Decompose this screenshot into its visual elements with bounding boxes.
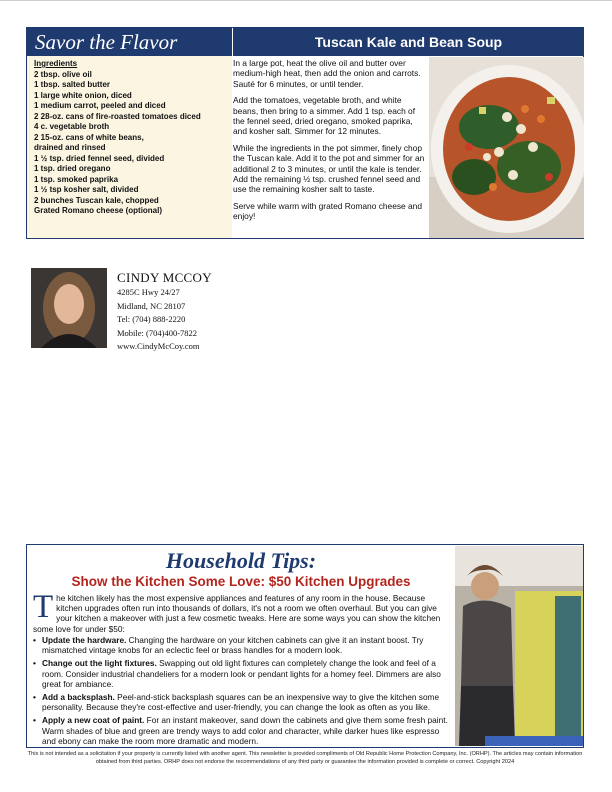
tip-text: Changing the hardware on your kitchen cabinets can give it an instant boost. Try mismatched vintage knobs for an eclectic feel or brass handles for a modern look.	[42, 635, 424, 656]
tips-intro	[33, 589, 451, 634]
tip-item	[33, 692, 451, 712]
tip-item	[33, 658, 451, 689]
ingredient-item: 2 28-oz. cans of fire-roasted tomatoes diced	[34, 111, 201, 121]
agent-address-2: Midland, NC 28107	[117, 300, 186, 311]
section-title: Savor the Flavor	[27, 28, 232, 56]
ingredient-item: 1 tsp. smoked paprika	[34, 174, 119, 184]
tips-subtitle: Show the Kitchen Some Love: $50 Kitchen Upgrades	[71, 574, 411, 589]
soup-bowl-illustration	[429, 57, 584, 238]
tip-lead: Change out the light fixtures.	[42, 658, 157, 669]
ingredient-item: 4 c. vegetable broth	[34, 122, 110, 131]
ingredient-item: 2 tbsp. olive oil	[34, 69, 92, 79]
ingredient-item: 1 medium carrot, peeled and diced	[34, 101, 166, 110]
ingredients-heading: Ingredients	[34, 59, 78, 68]
tip-item	[33, 635, 451, 655]
agent-address-1: 4285C Hwy 24/27	[117, 287, 180, 297]
disclaimer: This is not intended as a solicitation if your property is currently listed with another agent. This newsletter is provided compliments of Old Republic Home Protection Company, Inc. (ORHP). The articles may contain information obtained from third parties. ORHP does not endorse the recommendations of any third party or guarantee the information provided is complete or correct. Copyright 2024	[27, 751, 583, 765]
ingredient-item: 1 ½ tsp. dried fennel seed, divided	[34, 153, 165, 163]
agent-photo	[31, 268, 107, 348]
ingredient-item: 1 large white onion, diced	[34, 90, 132, 100]
tip-lead: Add a backsplash.	[42, 692, 115, 703]
ingredient-item: drained and rinsed	[34, 143, 106, 152]
tip-text: Swapping out old light fixtures can completely change the look and feel of a room. Consider industrial chandeliers for a modern look or pendant lights for a homey feel. Dimmers are also great for ambiance.	[42, 658, 441, 689]
ingredient-item: 2 15-oz. cans of white beans,	[34, 132, 144, 142]
tip-lead: Update the hardware.	[42, 635, 127, 645]
direction-step: Serve while warm with grated Romano cheese and enjoy!	[233, 200, 422, 222]
ingredients-panel	[27, 56, 232, 238]
recipe-title: Tuscan Kale and Bean Soup	[233, 28, 584, 56]
tip-text: Peel-and-stick backsplash squares can be an inexpensive way to give the kitchen some personality. Because they're cost-effective and user-friendly, you can change the look as often as you like.	[42, 692, 440, 713]
painting-cabinet-illustration	[455, 546, 583, 746]
ingredient-item: 1 tsp. dried oregano	[34, 164, 111, 173]
agent-mobile: Mobile: (704)400-7822	[117, 327, 198, 338]
direction-step: In a large pot, heat the olive oil and butter over medium-high heat, then add the onion and carrots. Sauté for 6 minutes, or until tender.	[233, 58, 421, 89]
direction-step: Add the tomatoes, vegetable broth, and white beans, then bring to a simmer. Add 1 tsp. each of the fennel seed, dried oregano, smoked paprika, and kosher salt. Simmer for 12 minutes.	[233, 95, 416, 137]
ingredient-item: Grated Romano cheese (optional)	[34, 206, 163, 215]
tip-item	[33, 715, 451, 746]
soup-photo	[429, 57, 584, 238]
direction-step: While the ingredients in the pot simmer, finely chop the Tuscan kale. Add it to the pot and simmer for an additional 2 to 3 minutes, or until the kale is tender. Add the remaining ½ tsp. crushed fennel seed and use the remaining kosher salt to taste.	[233, 142, 425, 195]
agent-name: CINDY MCCOY	[117, 270, 212, 285]
recipe-box	[26, 27, 584, 239]
agent-website[interactable]: www.CindyMcCoy.com	[117, 341, 200, 351]
agent-contact	[117, 270, 212, 354]
intro-text: he kitchen likely has the most expensive appliances and features of any room in the house. Because kitchen upgrades often run into thousands of dollars, it's not a room we often overhaul. But you can give your kitchen a makeover with just a few cosmetic tweaks. Here are some ways you can show the kitchen some love for under $50:	[33, 593, 441, 634]
tips-box	[26, 544, 584, 748]
drop-cap: T	[33, 589, 54, 625]
top-divider	[0, 0, 612, 1]
recipe-directions	[233, 58, 425, 228]
tips-title: Household Tips:	[165, 548, 317, 573]
tip-text: For an instant makeover, sand down the cabinets and give them some fresh paint. Warm shades of blue and green are trendy ways to add color and character, while darker hues like espresso and ebony can make the room more dramatic and modern.	[42, 715, 448, 746]
agent-portrait	[31, 268, 107, 348]
ingredient-item: 1 ½ tsp kosher salt, divided	[34, 185, 139, 194]
ingredient-item: 2 bunches Tuscan kale, chopped	[34, 195, 159, 205]
kitchen-photo	[455, 546, 583, 746]
tips-list	[33, 635, 451, 749]
ingredient-item: 1 tbsp. salted butter	[34, 80, 111, 89]
tip-lead: Apply a new coat of paint.	[42, 715, 145, 726]
agent-phone: Tel: (704) 888-2220	[117, 314, 186, 324]
